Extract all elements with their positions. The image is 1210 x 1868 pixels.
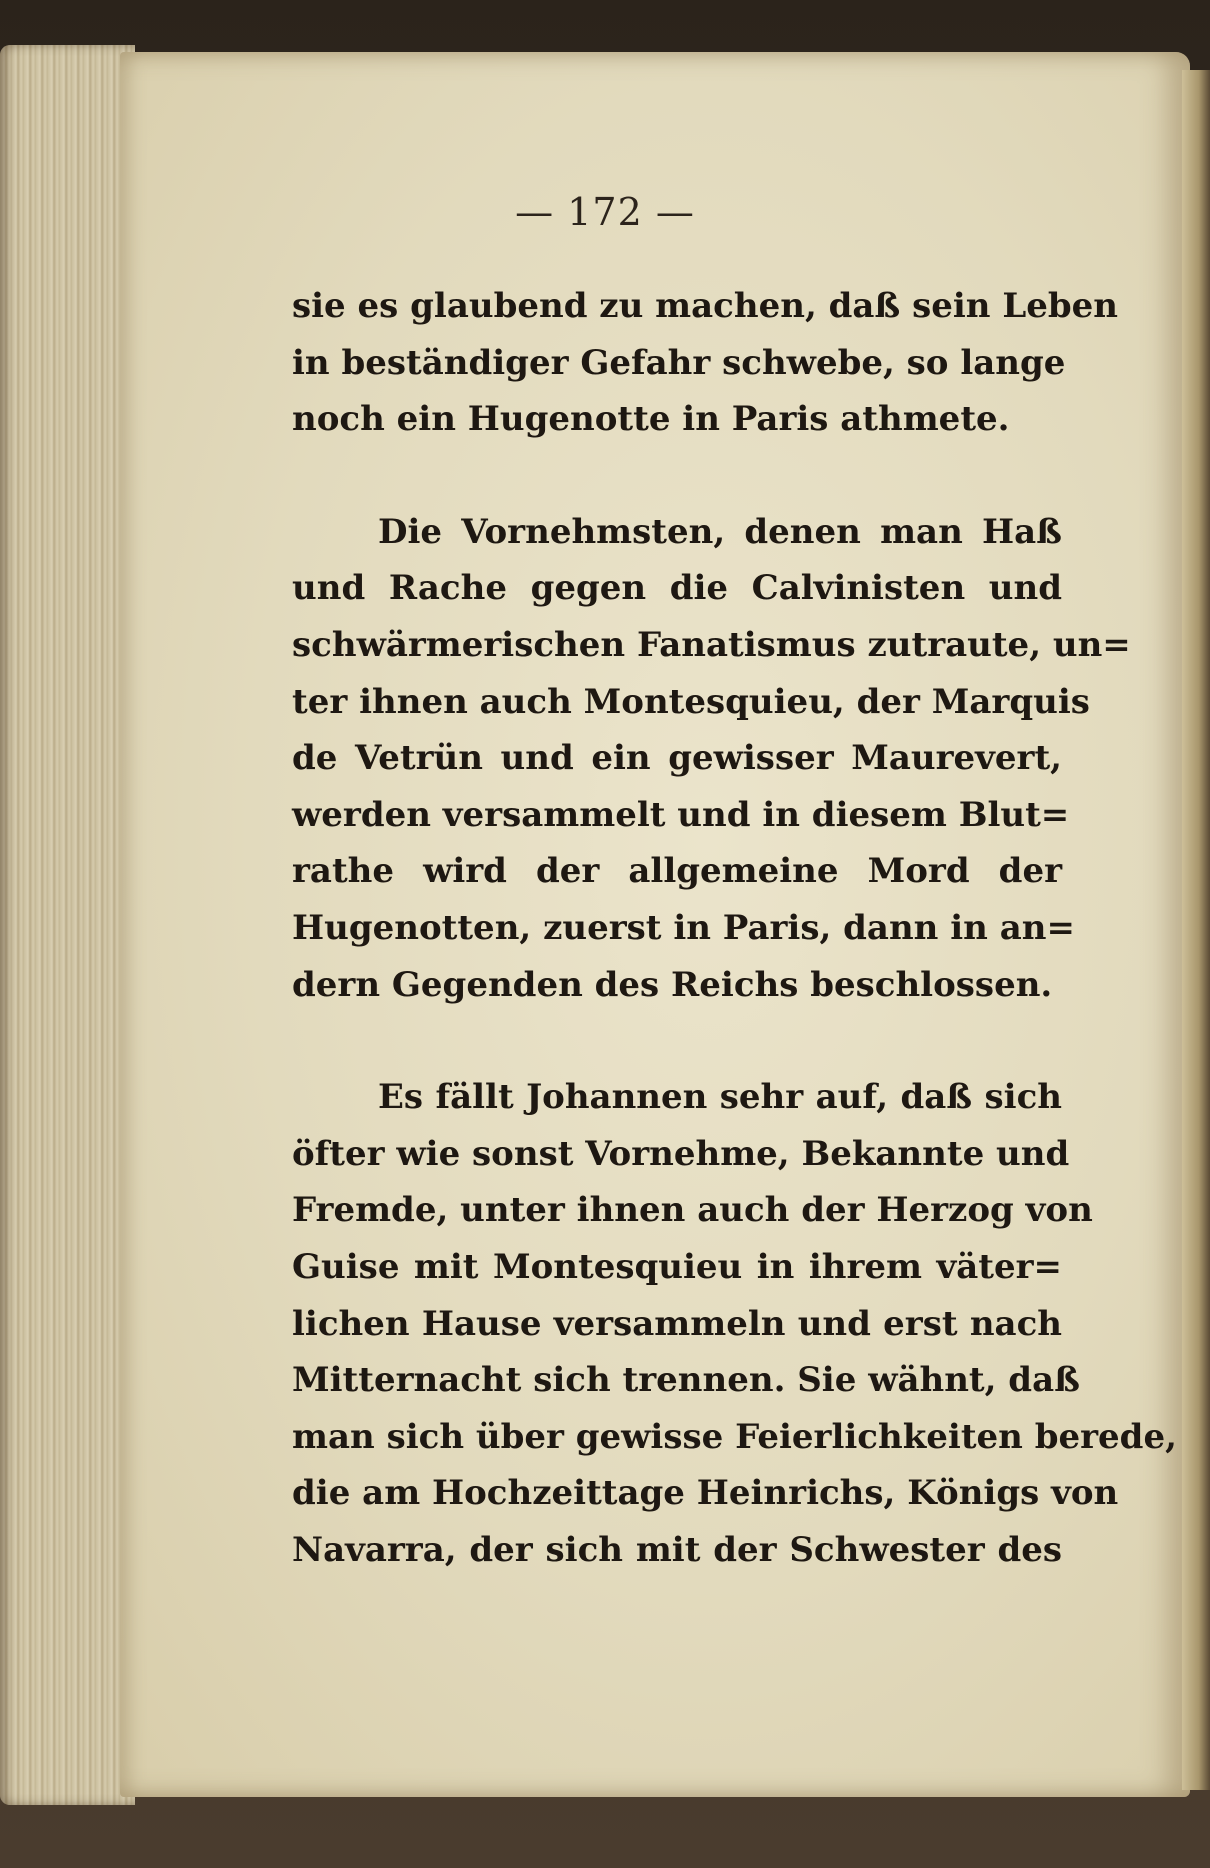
text-line: Navarra, der sich mit der Schwester des: [292, 1529, 1062, 1570]
text-line: Mitternacht sich trennen. Sie wähnt, daß: [292, 1360, 1080, 1401]
text-line: Hugenotten, zuerst in Paris, dann in an=: [292, 907, 1075, 948]
text-line: die am Hochzeittage Heinrichs, Königs von: [292, 1473, 1119, 1514]
text-line: Die Vornehmsten, denen man Haß: [378, 511, 1062, 552]
paragraph-gap: [292, 448, 1062, 504]
text-line: sie es glaubend zu machen, daß sein Leben: [292, 286, 1119, 326]
text-line: man sich über gewisse Feierlichkeiten berede,: [292, 1416, 1177, 1457]
text-line: schwärmerischen Fanatismus zutraute, un=: [292, 624, 1131, 665]
page-edges: [0, 45, 135, 1805]
page-text: [292, 278, 1177, 1578]
binding-edge: [1182, 70, 1210, 1790]
text-line: in beständiger Gefahr schwebe, so lange: [292, 342, 1066, 383]
text-line: ter ihnen auch Montesquieu, der Marquis: [292, 681, 1090, 722]
text-line: und Rache gegen die Calvinisten und: [292, 568, 1062, 609]
text-line: Fremde, unter ihnen auch der Herzog von: [292, 1190, 1093, 1231]
text-line: lichen Hause versammeln und erst nach: [292, 1303, 1062, 1344]
text-line: de Vetrün und ein gewisser Maurevert,: [292, 738, 1062, 779]
paragraph-gap: [292, 1013, 1062, 1069]
text-line: werden versammelt und in diesem Blut=: [292, 794, 1070, 835]
text-line: rathe wird der allgemeine Mord der: [292, 851, 1062, 892]
page-number: — 172 —: [515, 190, 695, 234]
text-line: Guise mit Montesquieu in ihrem väter=: [292, 1246, 1062, 1287]
text-line: öfter wie sonst Vornehme, Bekannte und: [292, 1133, 1070, 1174]
text-line: Es fällt Johannen sehr auf, daß sich: [378, 1077, 1062, 1118]
text-line: dern Gegenden des Reichs beschlossen.: [292, 964, 1053, 1005]
text-line: noch ein Hugenotte in Paris athmete.: [292, 399, 1010, 440]
